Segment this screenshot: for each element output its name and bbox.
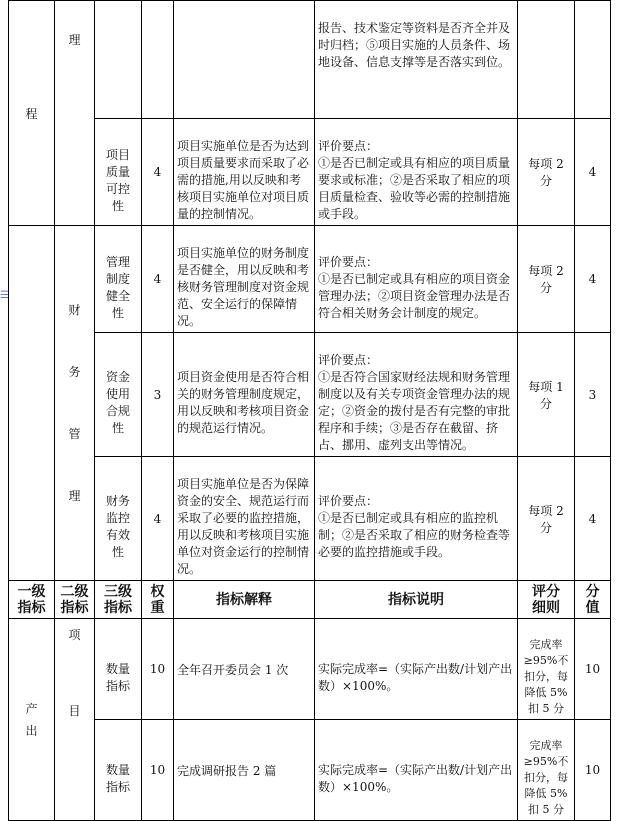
score-cell xyxy=(518,226,575,333)
table-row xyxy=(9,333,611,457)
desc-text: 评价要点： ①是否已制定或具有相应的项目资金管理办法；②项目资金管理办法是否符合相关财务会计制度的规定。 xyxy=(318,254,511,320)
interp-text: 项目资金使用是否符合相关的财务管理制度规定，用以反映和考核项目资金的规范运行情况。 xyxy=(177,370,310,435)
interp-cell xyxy=(174,619,315,720)
weight-cell xyxy=(142,457,174,581)
margin-marker-icon: ☰ xyxy=(0,290,9,301)
header-level2: 二级 指标 xyxy=(55,581,95,619)
table-row xyxy=(9,457,611,581)
interp-cell xyxy=(174,720,315,821)
value-text: 3 xyxy=(588,387,597,402)
cat1-cell-process xyxy=(9,1,55,226)
header-weight: 权 重 xyxy=(142,581,174,619)
interp-cell xyxy=(174,119,315,226)
interp-cell xyxy=(174,333,315,457)
score-cell xyxy=(518,619,575,720)
weight-cell xyxy=(142,226,174,333)
weight-cell xyxy=(142,1,174,119)
score-text: 每项 2 分 xyxy=(528,157,564,188)
desc-cell xyxy=(315,619,518,720)
desc-cell xyxy=(315,720,518,821)
cat3-label: 项目 质量 可控 性 xyxy=(105,147,130,213)
weight-cell xyxy=(142,333,174,457)
value-cell xyxy=(575,720,611,821)
desc-cell xyxy=(315,457,518,581)
interp-cell xyxy=(174,457,315,581)
score-cell xyxy=(518,119,575,226)
desc-text: 评价要点： ①是否已制定或具有相应的监控机制；②是否采取了相应的财务检查等必要的监控措施或手段。 xyxy=(318,494,511,559)
cat2-char: 理 xyxy=(68,489,81,503)
cat2-cell-project xyxy=(55,619,95,821)
weight-cell xyxy=(142,619,174,720)
value-text: 10 xyxy=(584,763,601,777)
value-text: 4 xyxy=(588,511,597,526)
weight-cell xyxy=(142,720,174,821)
cat3-label: 资金 使用 合规 性 xyxy=(105,370,130,435)
cat3-label: 数量 指标 xyxy=(105,762,130,794)
weight-value: 3 xyxy=(153,387,162,402)
score-text: 每项 2 分 xyxy=(528,503,564,535)
header-score: 分 值 xyxy=(575,581,611,619)
table-row xyxy=(9,619,611,720)
cat2-cell-finance xyxy=(55,226,95,581)
cat3-cell xyxy=(95,333,142,457)
desc-text: 报告、技术鉴定等资料是否齐全并及时归档；⑤项目实施的人员条件、场地设备、信息支撑等是否落实到位。 xyxy=(318,21,511,69)
value-cell xyxy=(575,457,611,581)
weight-value: 10 xyxy=(149,763,166,777)
interp-text: 项目实施单位是否为保障资金的安全、规范运行而采取了必要的监控措施，用以反映和考核项目实施单位对资金运行的控制情况。 xyxy=(177,477,310,576)
score-text: 每项 1 分 xyxy=(528,379,564,411)
cat3-label: 管理 制度 健全 性 xyxy=(105,254,130,320)
cat2-char: 项 xyxy=(68,628,81,642)
weight-value: 4 xyxy=(153,272,162,286)
weight-value: 10 xyxy=(149,662,166,676)
cat1-char: 出 xyxy=(25,723,38,738)
interp-text: 全年召开委员会 1 次 xyxy=(177,662,289,677)
desc-text: 评价要点： ①是否已制定或具有相应的项目质量要求或标准；②是否采取了相应的项目质量检查、验收等必需的控制措施或手段。 xyxy=(318,139,511,221)
interp-cell xyxy=(174,226,315,333)
value-cell xyxy=(575,333,611,457)
evaluation-index-table xyxy=(8,0,611,821)
value-text: 4 xyxy=(588,165,597,179)
score-text: 每项 2 分 xyxy=(528,264,564,295)
cat3-cell xyxy=(95,1,142,119)
desc-cell xyxy=(315,119,518,226)
interp-cell xyxy=(174,1,315,119)
interp-text: 完成调研报告 2 篇 xyxy=(177,763,277,778)
desc-cell xyxy=(315,226,518,333)
desc-cell xyxy=(315,1,518,119)
cat2-char: 务 xyxy=(68,365,81,379)
cat1-char: 产 xyxy=(25,701,38,716)
score-text: 完成率 ≥95%不 扣分，每 降低 5% 扣 5 分 xyxy=(523,739,569,816)
header-interpretation: 指标解释 xyxy=(174,581,315,619)
header-level1: 一级 指标 xyxy=(9,581,55,619)
cat3-cell xyxy=(95,619,142,720)
header-scoring-rules: 评分 细则 xyxy=(518,581,575,619)
cat2-cell-manage xyxy=(55,1,95,226)
cat3-cell xyxy=(95,119,142,226)
value-cell xyxy=(575,1,611,119)
score-cell xyxy=(518,1,575,119)
cat2-char: 财 xyxy=(68,303,81,317)
header-level3: 三级 指标 xyxy=(95,581,142,619)
score-text: 完成率 ≥95%不 扣分，每 降低 5% 扣 5 分 xyxy=(523,638,569,715)
interp-text: 项目实施单位的财务制度是否健全，用以反映和考核财务管理制度对资金规范、安全运行的保障情况。 xyxy=(177,246,310,328)
cat1-label-process: 程 xyxy=(25,106,38,121)
desc-cell xyxy=(315,333,518,457)
score-cell xyxy=(518,720,575,821)
header-description: 指标说明 xyxy=(315,581,518,619)
desc-text: 实际完成率=（实际产出数/计划产出数）×100%。 xyxy=(318,762,513,794)
table-row xyxy=(9,1,611,119)
score-cell xyxy=(518,457,575,581)
value-cell xyxy=(575,619,611,720)
cat1-cell-blank xyxy=(9,226,55,581)
cat1-cell-output xyxy=(9,619,55,821)
value-cell xyxy=(575,119,611,226)
desc-text: 实际完成率=（实际产出数/计划产出数）×100%。 xyxy=(318,661,513,693)
value-cell xyxy=(575,226,611,333)
cat3-cell xyxy=(95,457,142,581)
weight-cell xyxy=(142,119,174,226)
table-row xyxy=(9,119,611,226)
desc-text: 评价要点： ①是否符合国家财经法规和财务管理制度以及有关专项资金管理办法的规定；②资金的拨付是否有完整的审批程序和手续；③是否存在截留、挤占、挪用、虚列支出等情况。 xyxy=(318,353,511,452)
weight-value: 4 xyxy=(153,165,162,179)
cat3-cell xyxy=(95,226,142,333)
value-text: 4 xyxy=(588,272,597,286)
table-row xyxy=(9,720,611,821)
cat3-label: 数量 指标 xyxy=(105,661,130,693)
cat3-cell xyxy=(95,720,142,821)
cat3-label: 财务 监控 有效 性 xyxy=(105,494,130,559)
cat2-char: 目 xyxy=(68,704,81,718)
header-row xyxy=(9,581,611,619)
table-row xyxy=(9,226,611,333)
value-text: 10 xyxy=(584,662,601,676)
interp-text: 项目实施单位是否为达到项目质量要求而采取了必需的措施,用以反映和考核项目实施单位对项目质量的控制情况。 xyxy=(177,139,310,221)
score-cell xyxy=(518,333,575,457)
cat2-label-manage: 理 xyxy=(68,33,81,47)
weight-value: 4 xyxy=(153,511,162,526)
cat2-char: 管 xyxy=(68,427,81,441)
